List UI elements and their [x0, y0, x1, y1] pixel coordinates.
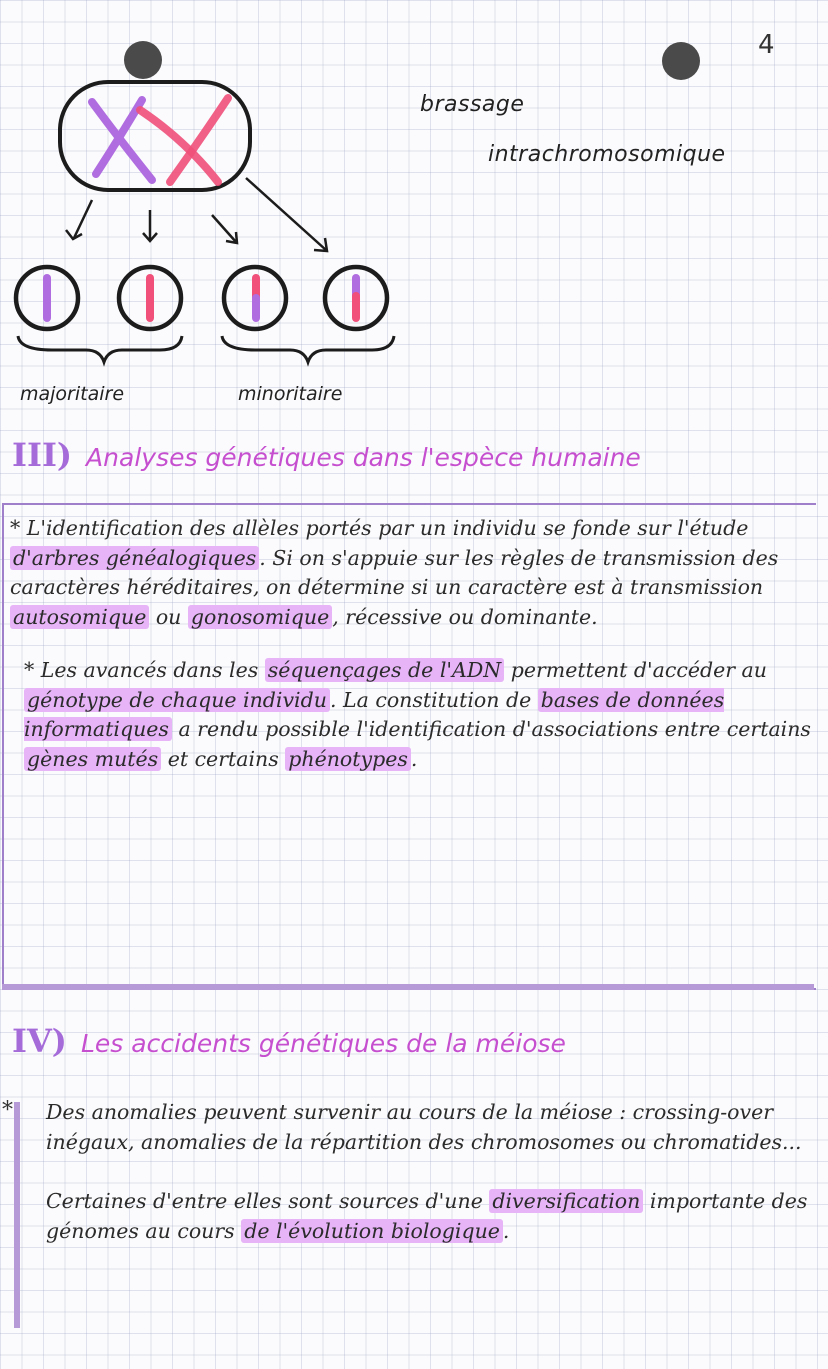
page-number: 4: [758, 30, 775, 60]
section4-title: Les accidents génétiques de la méiose: [80, 1029, 566, 1058]
section3-body: [10, 514, 812, 798]
section3-paragraph-2: * Les avancés dans les séquençages de l'ADN permettent d'accéder au génotype de chaque individu . La constitution de bases de données informatiques a rendu possible l'identification d'associations entre certains gènes mutés et certains phénotypes .: [24, 658, 811, 771]
section4-paragraph-1: Des anomalies peuvent survenir au cours de la méiose : crossing-over inégaux, anomalies de la répartition des chromosomes ou chromatides...: [46, 1100, 802, 1154]
section4-body: [46, 1098, 814, 1270]
annotation-brassage: brassage: [420, 92, 525, 117]
punch-hole-right: [662, 42, 700, 80]
section3-numeral: III): [12, 436, 73, 474]
daughter-cells: [16, 267, 387, 329]
section3-heading: [12, 436, 641, 474]
brace-majority: [18, 336, 182, 362]
section3-bottom-bar: [2, 984, 814, 990]
parent-cell: [60, 82, 250, 190]
annotation-intrachromosomique: intrachromosomique: [488, 142, 726, 167]
section3-paragraph-1: * L'identification des allèles portés par un individu se fonde sur l'étude d'arbres généalogiques . Si on s'appuie sur les règles de transmission des caractères héréditaires, on détermine si un caractère est à transmission autosomique ou gonosomique , récessive ou dominante.: [10, 516, 779, 629]
section4-asterisk: *: [2, 1098, 13, 1123]
brace-minority: [222, 336, 394, 362]
section4-numeral: IV): [12, 1022, 67, 1060]
section4-heading: [12, 1022, 566, 1060]
section3-title: Analyses génétiques dans l'espèce humaine: [86, 443, 641, 472]
crossing-over-diagram: [0, 70, 430, 370]
section4-side-bar: [14, 1102, 20, 1328]
label-majority: majoritaire: [20, 383, 125, 405]
section4-paragraph-2: Certaines d'entre elles sont sources d'une diversification importante des génomes au cours de l'évolution biologique .: [46, 1189, 808, 1243]
label-minority: minoritaire: [238, 383, 343, 405]
